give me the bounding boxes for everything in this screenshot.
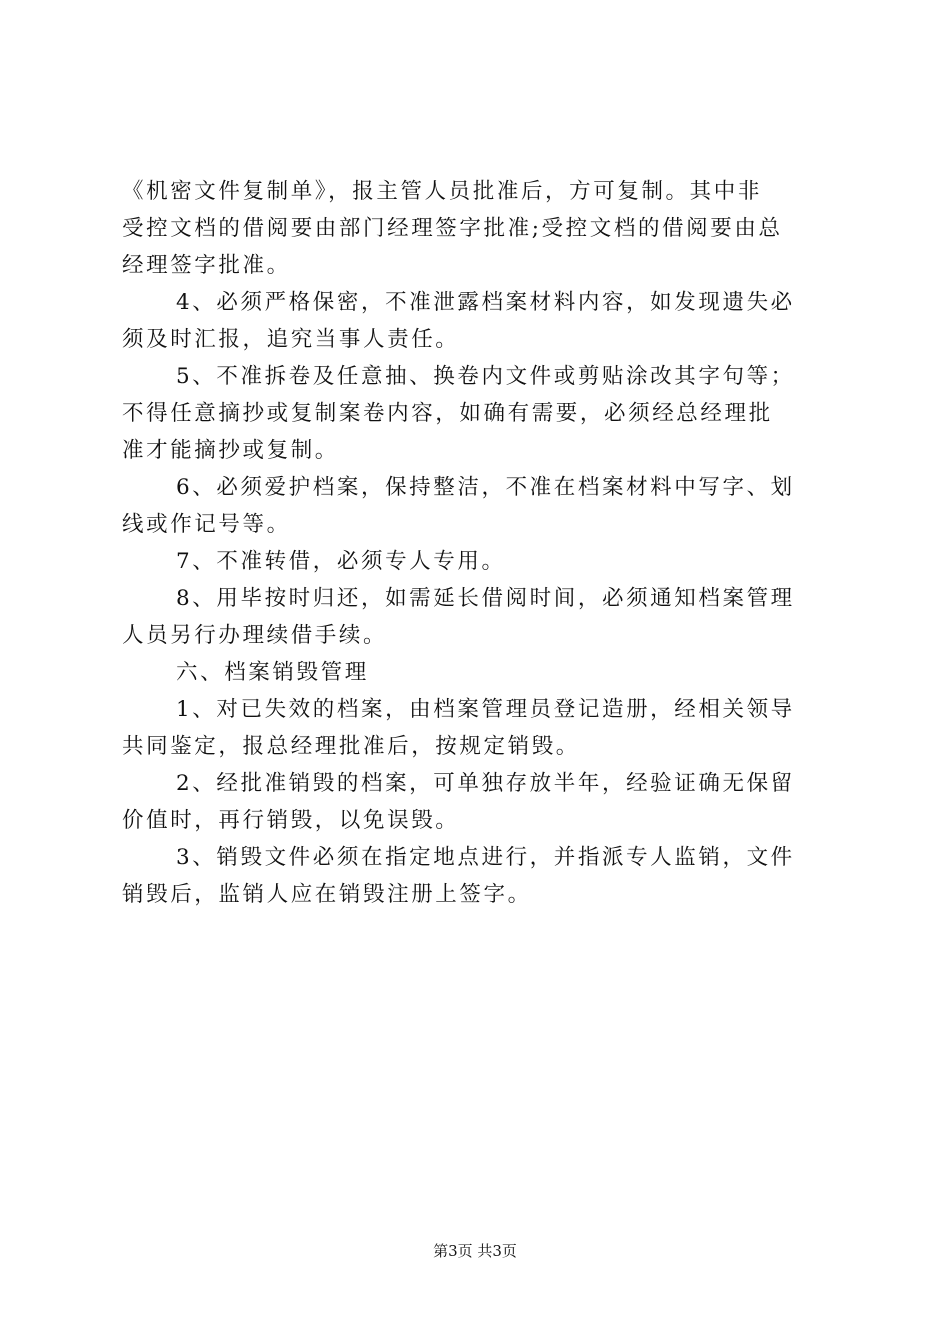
text-line: 销毁后，监销人应在销毁注册上签字。 (122, 882, 532, 907)
rule-item-1: 1、对已失效的档案，由档案管理员登记造册，经相关领导 (176, 697, 795, 722)
text-line: 《机密文件复制单》，报主管人员批准后，方可复制。其中非 (122, 179, 762, 204)
section-heading: 六、档案销毁管理 (176, 660, 369, 685)
text-line: 不得任意摘抄或复制案卷内容，如确有需要，必须经总经理批 (122, 401, 773, 426)
page-number-footer: 第3页 共3页 (433, 1242, 517, 1260)
text-line: 经理签字批准。 (122, 253, 291, 278)
rule-item-6: 6、必须爱护档案，保持整洁，不准在档案材料中写字、划 (176, 475, 795, 500)
text-line: 准才能摘抄或复制。 (122, 438, 339, 463)
document-body (122, 173, 832, 913)
text-line: 线或作记号等。 (122, 512, 291, 537)
text-line: 共同鉴定，报总经理批准后，按规定销毁。 (122, 734, 580, 759)
text-line: 须及时汇报，追究当事人责任。 (122, 327, 460, 352)
text-line: 受控文档的借阅要由部门经理签字批准;受控文档的借阅要由总 (122, 216, 783, 241)
text-line: 价值时，再行销毁，以免误毁。 (122, 808, 460, 833)
rule-item-5: 5、不准拆卷及任意抽、换卷内文件或剪贴涂改其字句等； (176, 364, 795, 389)
rule-item-2: 2、经批准销毁的档案，可单独存放半年，经验证确无保留 (176, 771, 795, 796)
text-line: 人员另行办理续借手续。 (122, 623, 388, 648)
rule-item-4: 4、必须严格保密，不准泄露档案材料内容，如发现遗失必 (176, 290, 795, 315)
rule-item-3: 3、销毁文件必须在指定地点进行，并指派专人监销，文件 (176, 845, 795, 870)
rule-item-7: 7、不准转借，必须专人专用。 (176, 549, 506, 574)
rule-item-8: 8、用毕按时归还，如需延长借阅时间，必须通知档案管理 (176, 586, 795, 611)
